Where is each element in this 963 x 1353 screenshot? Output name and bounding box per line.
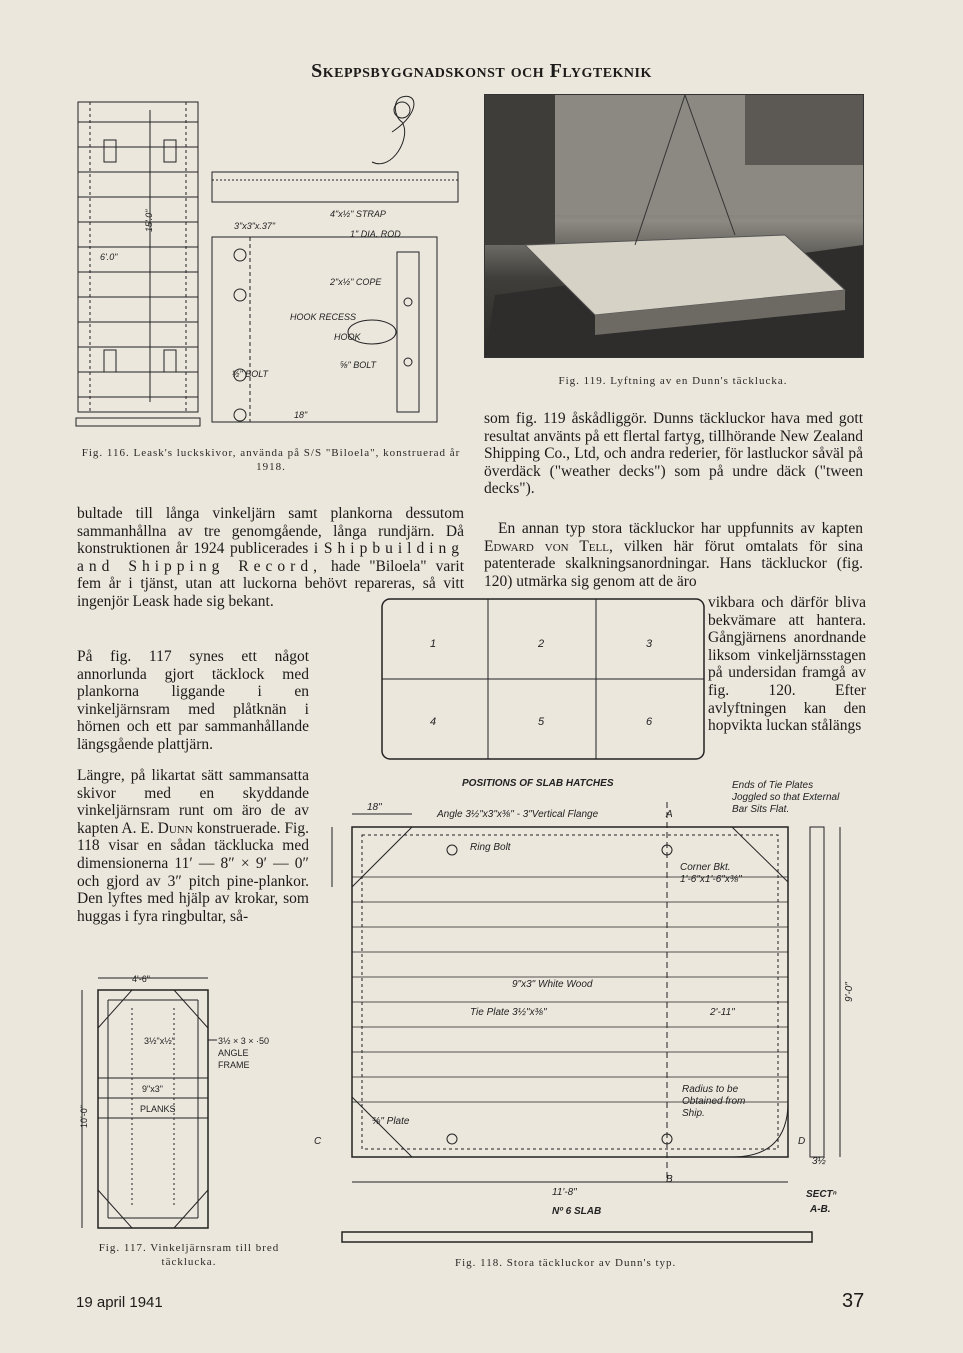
fig117-drawing (72, 968, 302, 1238)
right-paragraph-2a: En annan typ stora täckluckor har uppfunnits av kapten (498, 520, 863, 537)
right-paragraph-1: som fig. 119 åskådliggör. Dunns täckluckor hava med gott resultat använts på ett flertal fartyg, tillhörande New Zealand Shipping Co., Ltd, och andra rederier, för lastluckor såväl på överdäck ("weather decks") som på undre däck ("tween decks"). (484, 410, 863, 498)
fig116-label-18: 18" (294, 410, 308, 420)
fig116-label-bolt-12: ½" BOLT (232, 369, 269, 379)
fig118-angle-label: Angle 3½"x3"x⅜" - 3"Vertical Flange (437, 809, 599, 820)
fig119-photo (484, 94, 864, 358)
fig118-dim-2-11: 2'-11" (710, 1007, 735, 1018)
fig118-ends2: Joggled so that External (732, 792, 840, 803)
right-paragraph-2-name: Edward von Tell, (484, 537, 613, 555)
fig118-sect2: A-B. (810, 1204, 831, 1215)
fig120-cell-4: 4 (430, 716, 437, 728)
fig119-caption: Fig. 119. Lyftning av en Dunn's täcklucka. (558, 375, 788, 387)
fig117-label-planks: PLANKS (140, 1104, 176, 1114)
fig120-cell-5: 5 (538, 716, 545, 728)
fig120-cell-2: 2 (538, 638, 545, 650)
right-paragraph-2 (484, 520, 863, 590)
left-paragraph-1-text: bultade till långa vinkeljärn samt plankorna dessutom sammanhållna av tre genomgående, långa rundjärn. Då konstruktionen år 1924 publicerades i (77, 505, 464, 558)
fig117-label-plate: 3½"x½" (144, 1036, 175, 1046)
fig116-label-bolt-58: ⅝" BOLT (340, 360, 377, 370)
fig118-corner2: 1'-6"x1'-6"x⅜" (680, 874, 742, 885)
fig117-label-length: 10'-0" (79, 1105, 89, 1128)
fig120-cell-1: 1 (430, 638, 437, 650)
left-paragraph-3a: Längre, på likartat sätt sammansatta skivor med en skyddande vinkeljärnsram runt om äro de av kapten A. E. (77, 767, 309, 837)
left-paragraph-3b: konstruerade. Fig. 118 visar en sådan täcklucka med dimensionerna 11′ — 8″ × 9′ — 0″ och gjord av 3″ pitch pine-plankor. Den lyftes med hjälp av krokar, som huggas i fyra ringbultar, så- (77, 819, 309, 925)
fig120-drawing (378, 595, 708, 765)
fig118-sect: SECTⁿ (806, 1189, 837, 1200)
fig116-label-strap: 4"x½" STRAP (330, 209, 386, 219)
fig118-d: D (798, 1136, 806, 1147)
fig118-slab: Nº 6 SLAB (552, 1206, 602, 1217)
right-paragraph-2b: vilken här förut omtalats för sina patenterade skalkningsanordningar. Hans täckluckor (fig. 120) utmärka sig genom att de äro (484, 537, 864, 590)
fig117-label-width: 4'-6" (132, 974, 150, 984)
fig118-drawing (312, 772, 867, 1252)
fig117-caption: Fig. 117. Vinkeljärnsram till bred täcklucka. (98, 1242, 280, 1268)
fig116-label-hook-recess: HOOK RECESS (290, 312, 357, 322)
fig118-radius2: Obtained from (682, 1096, 746, 1107)
left-paragraph-2: På fig. 117 synes ett något annorlunda gjort täcklock med plankorna liggande i en vinkeljärnsram med plåtknän i hörnen och ett par sammanhållande längsgående plattjärn. (77, 648, 309, 753)
fig120-cell-6: 6 (646, 716, 653, 728)
right-paragraph-2c: vikbara och därför bliva bekvämare att hantera. Gångjärnens anordnande liksom vinkeljärnsstagen på undersidan framgå av fig. 120. Efter avlyftningen kan den hopvikta luckan stålängs (708, 594, 866, 735)
fig118-d35: 3½ (812, 1156, 826, 1167)
fig117-label-angle: ANGLE (218, 1048, 249, 1058)
fig118-c: C (314, 1136, 322, 1147)
fig119-photo-art (485, 95, 863, 357)
fig118-dim-9-0: 9'-0" (844, 982, 855, 1002)
fig116-drawing (72, 92, 472, 437)
left-paragraph-3 (77, 767, 309, 925)
journal-header: Skeppsbyggnadskonst och Flygteknik (311, 60, 652, 82)
fig118-radius3: Ship. (682, 1108, 705, 1119)
fig116-label-hook: HOOK (334, 332, 361, 342)
fig118-dim-18: 18" (367, 802, 382, 813)
fig118-a: A (666, 809, 673, 820)
left-paragraph-1-end: hade "Biloela" varit fem år i tjänst, utan att luckorna behövt repareras, så vitt ingenjör Leask hade sig bekant. (77, 557, 465, 610)
fig116-label-6ft: 6'.0" (100, 252, 118, 262)
footer-date: 19 april 1941 (76, 1294, 163, 1311)
fig118-tie-plate: Tie Plate 3½"x⅜" (470, 1007, 547, 1018)
fig118-plate: ⅜" Plate (372, 1116, 410, 1127)
fig116-label-15ft: 15'.0" (144, 209, 154, 232)
left-paragraph-3-name: Dunn (157, 819, 193, 837)
fig117-label-frame: FRAME (218, 1060, 250, 1070)
fig117-label-planks-size: 9"x3" (142, 1084, 163, 1094)
fig116-label-rod: 1" DIA. ROD (350, 229, 401, 239)
fig118-corner: Corner Bkt. (680, 862, 731, 873)
fig116-label-angle: 3"x3"x.37" (234, 221, 276, 231)
fig118-b: B (666, 1174, 673, 1185)
page-number: 37 (842, 1290, 865, 1312)
fig118-dim-11-8: 11'-8" (552, 1187, 577, 1198)
fig118-title: POSITIONS OF SLAB HATCHES (462, 778, 614, 789)
fig118-radius: Radius to be (682, 1084, 739, 1095)
fig116-caption: Fig. 116. Leask's luckskivor, använda på S/S "Biloela", konstruerad år 1918. (81, 447, 461, 473)
fig118-ring-bolt: Ring Bolt (470, 842, 511, 853)
fig117-label-angle-size: 3½ × 3 × ·50 (218, 1036, 270, 1046)
fig118-caption: Fig. 118. Stora täckluckor av Dunn's typ. (455, 1257, 677, 1269)
fig120-cell-3: 3 (646, 638, 653, 650)
fig118-ends3: Bar Sits Flat. (732, 804, 790, 815)
journal-name: Shipbuilding and Shipping Record, (77, 540, 465, 575)
fig116-label-cope: 2"x½" COPE (330, 277, 382, 287)
fig118-ends1: Ends of Tie Plates (732, 780, 814, 791)
fig118-white-wood: 9"x3" White Wood (512, 979, 593, 990)
